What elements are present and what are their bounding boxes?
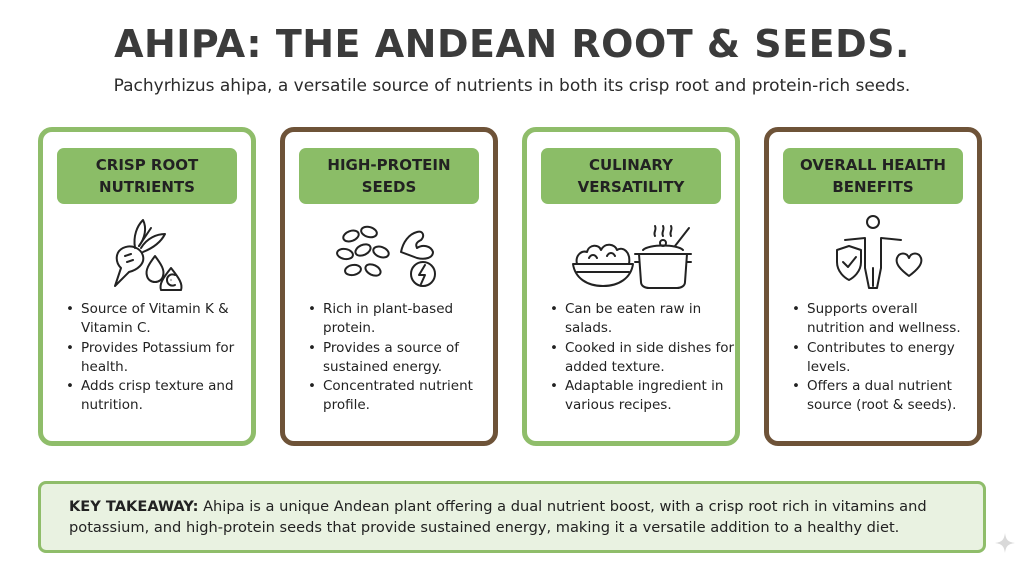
key-takeaway-label: KEY TAKEAWAY: <box>69 498 199 515</box>
list-item: • Concentrated nutrient profile. <box>305 377 493 416</box>
card-high-protein-seeds <box>280 127 498 446</box>
sparkle-icon <box>994 532 1016 554</box>
list-item: • Contributes to energy levels. <box>789 339 977 378</box>
salad-bowl-pot-icon <box>569 212 693 292</box>
list-item: • Adaptable ingredient in various recipes. <box>547 377 735 416</box>
beetroot-vitamin-c-icon <box>85 212 209 292</box>
list-item: • Provides a source of sustained energy. <box>305 339 493 378</box>
card-bullet-list <box>789 300 977 416</box>
card-culinary-versatility <box>522 127 740 446</box>
person-shield-heart-icon <box>811 212 935 292</box>
page-subtitle: Pachyrhizus ahipa, a versatile source of nutrients in both its crisp root and protein-rich seeds. <box>113 76 911 96</box>
card-bullet-list <box>305 300 493 416</box>
card-heading: OVERALL HEALTH BENEFITS <box>783 148 963 204</box>
list-item: • Can be eaten raw in salads. <box>547 300 735 339</box>
card-overall-health-benefits <box>764 127 982 446</box>
card-bullet-list <box>547 300 735 416</box>
list-item: • Cooked in side dishes for added texture. <box>547 339 735 378</box>
list-item: • Rich in plant-based protein. <box>305 300 493 339</box>
list-item: • Source of Vitamin K & Vitamin C. <box>63 300 251 339</box>
card-heading: HIGH-PROTEIN SEEDS <box>299 148 479 204</box>
key-takeaway-box <box>38 481 986 553</box>
card-heading: CULINARY VERSATILITY <box>541 148 721 204</box>
card-heading: CRISP ROOT NUTRIENTS <box>57 148 237 204</box>
card-crisp-root-nutrients <box>38 127 256 446</box>
list-item: • Provides Potassium for health. <box>63 339 251 378</box>
list-item: • Adds crisp texture and nutrition. <box>63 377 251 416</box>
key-takeaway-text: Ahipa is a unique Andean plant offering a dual nutrient boost, with a crisp root rich in vitamins and potassium, and high-protein seeds that provide sustained energy, making it a versatile addition to a healthy diet. <box>69 498 927 536</box>
card-bullet-list <box>63 300 251 416</box>
list-item: • Supports overall nutrition and wellness. <box>789 300 977 339</box>
list-item: • Offers a dual nutrient source (root & seeds). <box>789 377 977 416</box>
page-title: AHIPA: THE ANDEAN ROOT & SEEDS. <box>114 22 910 66</box>
seeds-muscle-energy-icon <box>327 212 451 292</box>
